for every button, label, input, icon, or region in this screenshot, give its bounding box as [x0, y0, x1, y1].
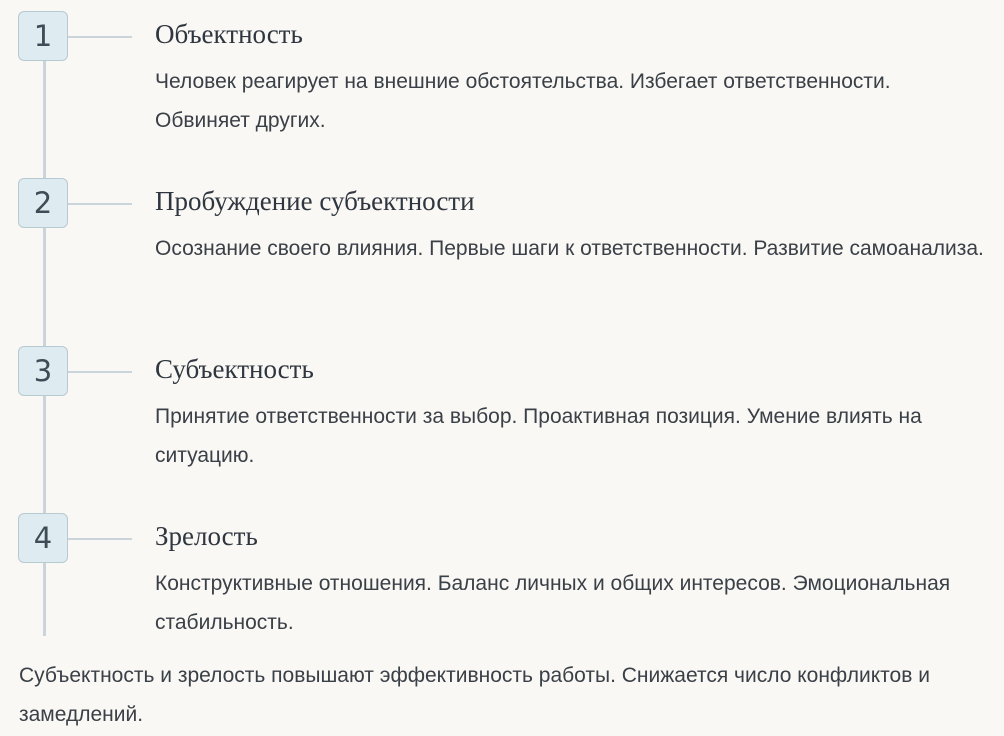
- stage-connector-line: [66, 36, 132, 38]
- stage-connector-line: [66, 371, 132, 373]
- stage-description: Конструктивные отношения. Баланс личных и общих интересов. Эмоциональная стабильность.: [155, 572, 951, 634]
- stage-description: Принятие ответственности за выбор. Проактивная позиция. Умение влиять на ситуацию.: [155, 405, 922, 467]
- stage-connector-line: [66, 538, 132, 540]
- stage-connector-line: [66, 203, 132, 205]
- stage-title: Зрелость: [155, 521, 258, 551]
- stage-number-badge: 3: [18, 346, 68, 396]
- stage-description: Осознание своего влияния. Первые шаги к ответственности. Развитие самоанализа.: [155, 237, 984, 260]
- stage-number-badge: 1: [18, 11, 68, 61]
- conclusion-text: Субъектность и зрелость повышают эффективность работы. Снижается число конфликтов и замедлений.: [19, 664, 930, 726]
- stage-number-badge: 2: [18, 178, 68, 228]
- stage-number-badge: 4: [18, 513, 68, 563]
- stage-title: Объектность: [155, 19, 303, 49]
- stage-title: Пробуждение субъектности: [155, 186, 475, 216]
- stage-title: Субъектность: [155, 354, 314, 384]
- stage-description: Человек реагирует на внешние обстоятельства. Избегает ответственности. Обвиняет других.: [155, 70, 891, 132]
